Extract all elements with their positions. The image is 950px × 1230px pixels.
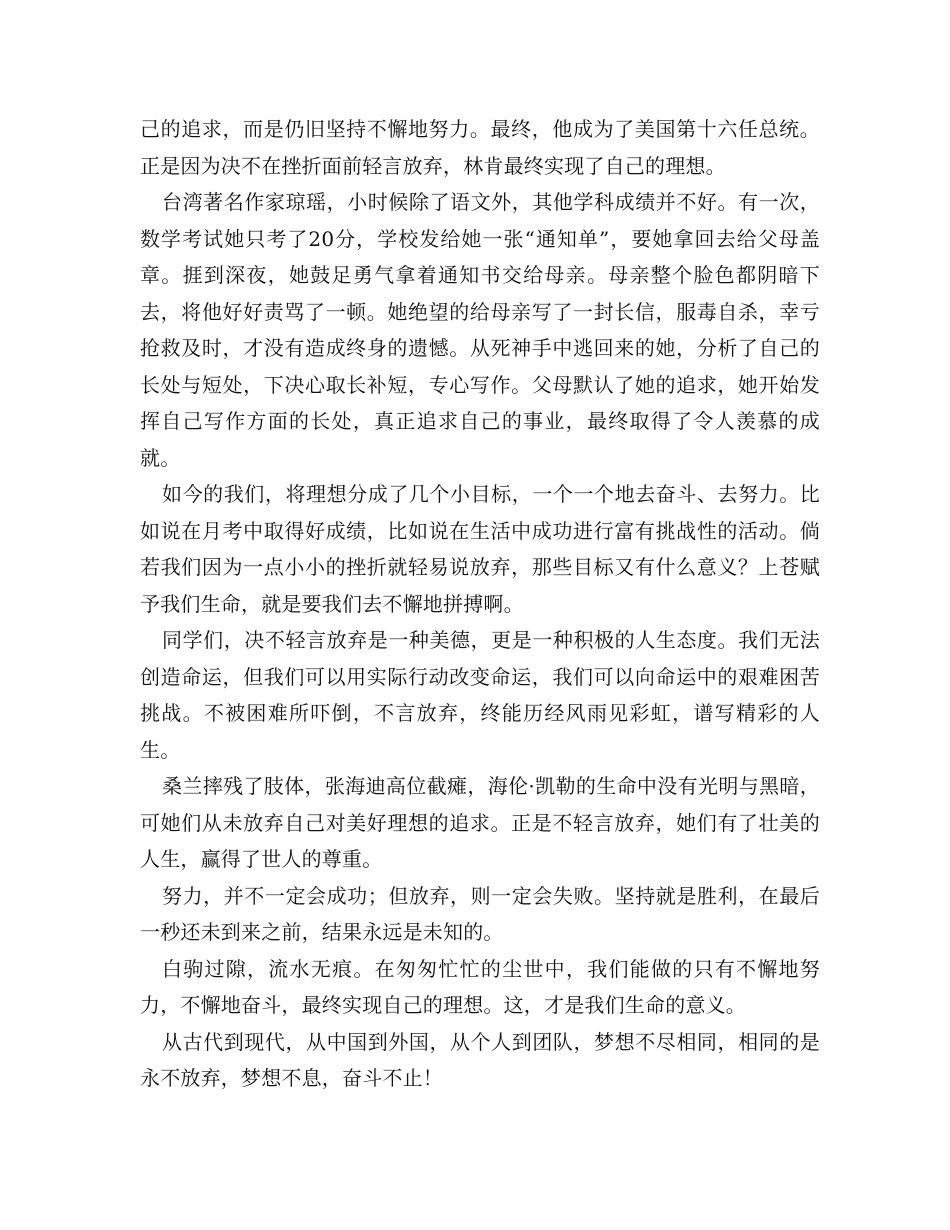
paragraph-8: 从古代到现代，从中国到外国，从个人到团队，梦想不尽相同，相同的是永不放弃，梦想不息，奋斗不止！ — [140, 1029, 820, 1090]
document-page — [140, 111, 820, 1097]
paragraph-7: 白驹过隙，流水无痕。在匆匆忙忙的尘世中，我们能做的只有不懈地努力，不懈地奋斗，最终实现自己的理想。这，才是我们生命的意义。 — [140, 956, 820, 1017]
paragraph-4: 同学们，决不轻言放弃是一种美德，更是一种积极的人生态度。我们无法创造命运，但我们可以用实际行动改变命运，我们可以向命运中的艰难困苦挑战。不被困难所吓倒，不言放弃，终能历经风雨见彩虹，谱写精彩的人生。 — [140, 628, 820, 762]
paragraph-5: 桑兰摔残了肢体，张海迪高位截瘫，海伦·凯勒的生命中没有光明与黑暗，可她们从未放弃自己对美好理想的追求。正是不轻言放弃，她们有了壮美的人生，赢得了世人的尊重。 — [140, 774, 820, 871]
paragraph-1: 己的追求，而是仍旧坚持不懈地努力。最终，他成为了美国第十六任总统。正是因为决不在挫折面前轻言放弃，林肯最终实现了自己的理想。 — [140, 117, 820, 178]
paragraph-2: 台湾著名作家琼瑶，小时候除了语文外，其他学科成绩并不好。有一次，数学考试她只考了20分，学校发给她一张“通知单”，要她拿回去给父母盖章。捱到深夜，她鼓足勇气拿着通知书交给母亲。母亲整个脸色都阴暗下去，将他好好责骂了一顿。她绝望的给母亲写了一封长信，服毒自杀，幸亏抢救及时，才没有造成终身的遗憾。从死神手中逃回来的她，分析了自己的长处与短处，下决心取长补短，专心写作。父母默认了她的追求，她开始发挥自己写作方面的长处，真正追求自己的事业，最终取得了令人羡慕的成就。 — [140, 190, 820, 470]
paragraph-3: 如今的我们，将理想分成了几个小目标，一个一个地去奋斗、去努力。比如说在月考中取得好成绩，比如说在生活中成功进行富有挑战性的活动。倘若我们因为一点小小的挫折就轻易说放弃，那些目标又有什么意义？上苍赋予我们生命，就是要我们去不懈地拼搏啊。 — [140, 482, 820, 616]
paragraph-6: 努力，并不一定会成功；但放弃，则一定会失败。坚持就是胜利，在最后一秒还未到来之前，结果永远是未知的。 — [140, 883, 820, 944]
